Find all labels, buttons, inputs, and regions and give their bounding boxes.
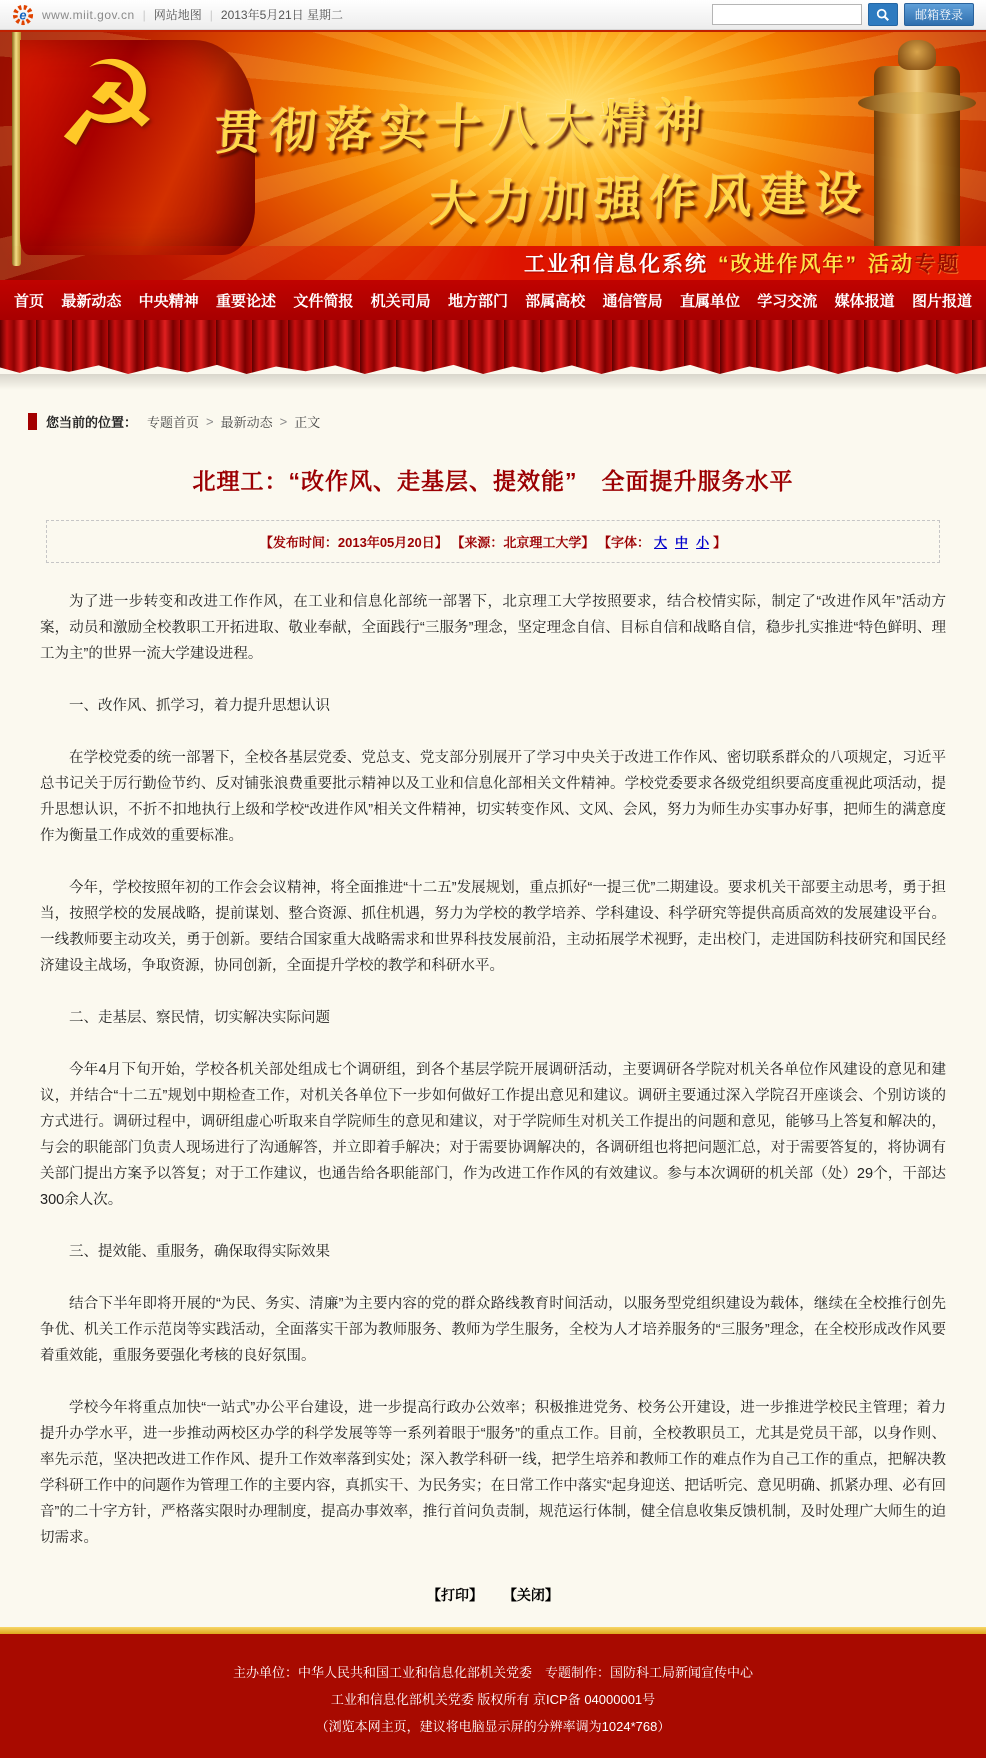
close-button[interactable]: 【关闭】 [502,1587,559,1603]
font-size-label-close: 】 [713,535,727,550]
article-paragraph: 今年，学校按照年初的工作会会议精神，将全面推进“十二五”发展规划，重点抓好“一提三优”二期建设。要求机关干部要主动思考，勇于担当，按照学校的发展战略，提前谋划、整合资源、抓住机遇，努力为学校的教学培养、学科建设、科学研究等提供高质高效的发展建设平台。一线教师要主动攻关，勇于创新。要结合国家重大战略需求和世界科技发展前沿，主动拓展学术视野，走出校门，走进国防科技研究和国民经济建设主战场，争取资源，协同创新，全面提升学校的教学和科研水平。 [40,880,946,974]
article-title: 北理工：“改作风、走基层、提效能” 全面提升服务水平 [192,468,794,494]
sitemap-link[interactable]: 网站地图 [153,8,202,22]
publish-time: 【发布时间：2013年05月20日】 [259,535,448,550]
strip-suffix-activity: 活动 [868,253,914,276]
search-input[interactable] [712,4,862,25]
font-size-large[interactable]: 大 [654,535,668,550]
breadcrumb [28,412,958,431]
nav-item[interactable]: 地方部门 [447,292,508,310]
search-icon [876,8,890,22]
strip-prefix: 工业和信息化系统 [524,253,708,276]
font-size-label: 【字体： [598,535,651,550]
mail-login-button[interactable]: 邮箱登录 [904,3,974,26]
nav-item[interactable]: 通信管局 [602,292,663,310]
miit-logo-icon [12,4,34,26]
site-url: www.miit.gov.cn [42,7,135,22]
article-paragraph: 为了进一步转变和改进工作作风，在工业和信息化部统一部署下，北京理工大学按照要求，结合校情实际，制定了“改进作风年”活动方案，动员和激励全校教职工开拓进取、敬业奉献，全面践行“三服务”理念，坚定理念自信、目标自信和战略自信，稳步扎实推进“特色鲜明、理工为主”的世界一流大学建设进程。 [40,594,946,662]
breadcrumb-item[interactable]: 专题首页 [147,415,200,430]
banner-subtitle-strip [0,246,986,280]
article-source: 【来源：北京理工大学】 [451,535,595,550]
nav-item[interactable]: 媒体报道 [834,292,895,310]
banner [0,30,986,280]
svg-text:e: e [19,7,27,23]
topbar [0,0,986,30]
strip-suffix-special: 专题 [914,253,960,276]
current-date: 2013年5月21日 星期二 [220,8,343,22]
breadcrumb-label: 您当前的位置： [46,415,138,430]
breadcrumb-marker [28,413,37,430]
search-button[interactable] [868,3,898,26]
article-actions [40,1585,946,1605]
banner-slogan-line1: 贯彻落实十八大精神 [213,93,711,160]
footer-line: （浏览本网主页，建议将电脑显示屏的分辨率调为1024*768） [315,1719,671,1734]
article-paragraph: 结合下半年即将开展的“为民、务实、清廉”为主要内容的党的群众路线教育时间活动，以服务型党组织建设为载体，继续在全校推行创先争优、机关工作示范岗等实践活动，全面落实干部为教师服务、教师为学生服务，全校为人才培养服务的“三服务”理念，在全校形成改作风要着重效能，重服务要强化考核的良好氛围。 [40,1296,946,1364]
article-meta [46,520,940,563]
nav-item[interactable]: 文件简报 [293,292,354,310]
font-size-medium[interactable]: 中 [675,535,689,550]
print-button[interactable]: 【打印】 [427,1587,484,1603]
nav-item[interactable]: 首页 [14,292,45,310]
nav-item[interactable]: 最新动态 [61,292,122,310]
nav-item[interactable]: 中央精神 [138,292,199,310]
nav-item[interactable]: 重要论述 [215,292,276,310]
nav-item[interactable]: 直属单位 [679,292,740,310]
hammer-sickle-icon: ☭ [54,39,160,171]
footer-line: 主办单位：中华人民共和国工业和信息化部机关党委 专题制作：国防科工局新闻宣传中心 [232,1665,753,1680]
strip-quote: “改进作风年” [718,253,858,276]
breadcrumb-separator: > [206,414,214,429]
article-paragraph: 今年4月下旬开始，学校各机关部处组成七个调研组，到各个基层学院开展调研活动，主要调研各学院对机关各单位作风建设的意见和建议，并结合“十二五”规划中期检查工作，对机关各单位下一步如何做好工作提出意见和建议。调研主要通过深入学院召开座谈会、个别访谈的方式进行。调研过程中，调研组虚心听取来自学院师生的意见和建议，对于学院师生对机关工作提出的问题和意见，能够马上答复和解决的，与会的职能部门负责人现场进行了沟通解答，并立即着手解决；对于需要协调解决的，各调研组也将把问题汇总，对于需要答复的，将协调有关部门提出方案予以答复；对于工作建议，也通告给各职能部门，作为改进工作作风的有效建议。参与本次调研的机关部（处）29个，干部达300余人次。 [40,1062,946,1208]
article-paragraph: 三、提效能、重服务，确保取得实际效果 [69,1244,330,1260]
gold-divider [0,1627,986,1634]
article-paragraph: 二、走基层、察民情，切实解决实际问题 [69,1010,330,1026]
article-paragraph: 一、改作风、抓学习，着力提升思想认识 [69,698,330,714]
topbar-separator: | [209,7,213,22]
footer-line: 工业和信息化部机关党委 版权所有 京ICP备 04000001号 [330,1692,656,1707]
breadcrumb-item[interactable]: 正文 [294,415,321,430]
nav-item[interactable]: 部属高校 [525,292,586,310]
footer [0,1634,986,1758]
nav-item[interactable]: 学习交流 [757,292,818,310]
main-nav [0,280,986,320]
breadcrumb-separator: > [279,414,288,429]
breadcrumb-item[interactable]: 最新动态 [220,415,273,430]
nav-item[interactable]: 机关司局 [370,292,431,310]
article-paragraph: 在学校党委的统一部署下，全校各基层党委、党总支、党支部分别展开了学习中央关于改进工作作风、密切联系群众的八项规定，习近平总书记关于厉行勤俭节约、反对铺张浪费重要批示精神以及工业和信息化部相关文件精神。学校党委要求各级党组织要高度重视此项活动，提升思想认识，不折不扣地执行上级和学校“改进作风”相关文件精神，切实转变作风、文风、会风，努力为师生办实事办好事，把师生的满意度作为衡量工作成效的重要标准。 [40,750,946,844]
font-size-small[interactable]: 小 [696,535,710,550]
article-paragraph: 学校今年将重点加快“一站式”办公平台建设，进一步提高行政办公效率；积极推进党务、校务公开建设，进一步推进学校民主管理；着力提升办学水平，进一步推动两校区办学的科学发展等等一系列着眼于“服务”的重点工作。目前，全校教职员工，尤其是党员干部，以身作则、率先示范，坚决把改进工作作风、提升工作效率落到实处；深入教学科研一线，把学生培养和教师工作的难点作为自己工作的重点，把解决教学科研工作中的问题作为管理工作的主要内容，真抓实干、为民务实；在日常工作中落实“起身迎送、把话听完、意见明确、抓紧办理、必有回音”的二十字方针，严格落实限时办理制度，提高办事效率，推行首问负责制，规范运行体制，健全信息收集反馈机制，及时处理广大师生的迫切需求。 [40,1400,946,1546]
article [0,463,986,1605]
curtain-shadow [0,374,986,390]
nav-item[interactable]: 图片报道 [911,292,972,310]
article-body [40,589,946,1551]
banner-slogan-line2: 大力加强作风建设 [428,166,871,231]
curtain-decoration [0,320,986,374]
topbar-separator: | [142,7,146,22]
